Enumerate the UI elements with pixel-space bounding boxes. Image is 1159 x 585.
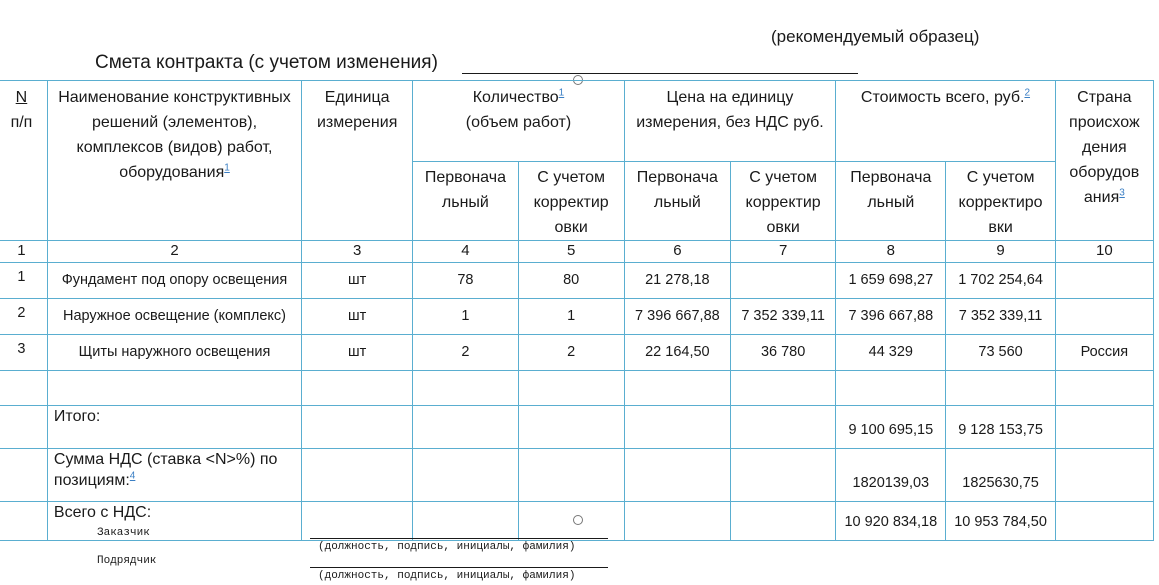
table-resize-handle-bottom[interactable]: [573, 515, 583, 525]
empty-cell: [731, 371, 836, 406]
empty-cell: [624, 406, 730, 449]
empty-row: [0, 371, 1154, 406]
empty-cell: [731, 502, 836, 541]
vat-row: [0, 449, 1154, 502]
header-qty-initial: Первонача льный: [413, 162, 518, 241]
empty-cell: [302, 406, 413, 449]
row-cost-initial: 1 659 698,27: [836, 263, 946, 299]
empty-cell: [624, 449, 730, 502]
empty-cell: [0, 406, 47, 449]
row-country: [1055, 263, 1153, 299]
empty-cell: [836, 371, 946, 406]
row-number: 2: [0, 299, 47, 335]
vat-cost-adjusted: 1825630,75: [946, 449, 1055, 502]
title-underline: [462, 73, 858, 74]
header-qty-adjusted: С учетом корректир овки: [518, 162, 624, 241]
row-price-adjusted: 36 780: [731, 335, 836, 371]
row-cost-adjusted: 1 702 254,64: [946, 263, 1055, 299]
table-row: [0, 335, 1154, 371]
header-price-initial: Первонача льный: [624, 162, 730, 241]
header-country: [1055, 81, 1153, 241]
header-quantity-label: Количество: [472, 89, 559, 106]
empty-cell: [1055, 371, 1153, 406]
table-row: [0, 263, 1154, 299]
header-cost-label: Стоимость всего, руб.: [860, 89, 1025, 106]
recommended-sample-note: (рекомендуемый образец): [771, 27, 980, 46]
header-name-label: Наименование конструктивных решений (элементов), комплексов (видов) работ, оборудования: [58, 89, 291, 181]
header-cost: [836, 81, 1056, 162]
header-np-symbol: N: [15, 89, 28, 106]
header-np-sub: п/п: [10, 114, 33, 131]
header-cost-initial: Первонача льный: [836, 162, 946, 241]
header-price: Цена на единицу измерения, без НДС руб.: [624, 81, 835, 162]
row-qty-adjusted: 1: [518, 299, 624, 335]
row-country: [1055, 299, 1153, 335]
row-number: 1: [0, 263, 47, 299]
empty-cell: [413, 449, 518, 502]
row-unit: шт: [302, 263, 413, 299]
vat-label: Сумма НДС (ставка <N>%) по позициям:: [53, 451, 278, 489]
row-qty-initial: 78: [413, 263, 518, 299]
empty-cell: [518, 371, 624, 406]
row-cost-initial: 44 329: [836, 335, 946, 371]
column-number: 7: [731, 241, 836, 263]
row-name: Щиты наружного освещения: [47, 335, 301, 371]
row-name: Фундамент под опору освещения: [47, 263, 301, 299]
row-qty-initial: 1: [413, 299, 518, 335]
column-number: 6: [624, 241, 730, 263]
row-price-adjusted: 7 352 339,11: [731, 299, 836, 335]
header-name: [47, 81, 301, 241]
row-price-adjusted: [731, 263, 836, 299]
empty-cell: [302, 502, 413, 541]
footnote-link-1[interactable]: 1: [224, 162, 230, 174]
column-number: 3: [302, 241, 413, 263]
empty-cell: [731, 449, 836, 502]
row-price-initial: 7 396 667,88: [624, 299, 730, 335]
empty-cell: [0, 449, 47, 502]
row-qty-adjusted: 2: [518, 335, 624, 371]
row-qty-initial: 2: [413, 335, 518, 371]
total-cost-adjusted: 9 128 153,75: [946, 406, 1055, 449]
footnote-link-2[interactable]: 2: [1024, 87, 1031, 99]
vat-cost-initial: 1820139,03: [836, 449, 946, 502]
empty-cell: [1055, 406, 1153, 449]
estimate-table: [0, 80, 1154, 541]
column-number: 10: [1055, 241, 1153, 263]
row-unit: шт: [302, 335, 413, 371]
grand-total-label: Всего с НДС:: [47, 502, 301, 541]
customer-label: Заказчик: [97, 527, 150, 539]
header-row-1: [0, 81, 1154, 162]
column-number: 8: [836, 241, 946, 263]
empty-cell: [518, 502, 624, 541]
empty-cell: [413, 406, 518, 449]
empty-cell: [302, 449, 413, 502]
header-country-label: Страна происхож дения оборудов ания: [1069, 89, 1140, 206]
row-unit: шт: [302, 299, 413, 335]
empty-cell: [413, 502, 518, 541]
empty-cell: [518, 406, 624, 449]
column-number-row: [0, 241, 1154, 263]
contractor-signature-line: [310, 567, 608, 568]
row-name: Наружное освещение (комплекс): [47, 299, 301, 335]
header-np: [0, 81, 47, 241]
empty-cell: [413, 371, 518, 406]
row-cost-adjusted: 7 352 339,11: [946, 299, 1055, 335]
table-row: [0, 299, 1154, 335]
total-cost-initial: 9 100 695,15: [836, 406, 946, 449]
footnote-link-1b[interactable]: 1: [558, 87, 565, 99]
empty-cell: [302, 371, 413, 406]
column-number: 1: [0, 241, 47, 263]
vat-label-cell: [47, 449, 301, 502]
empty-cell: [946, 371, 1055, 406]
row-qty-adjusted: 80: [518, 263, 624, 299]
total-row: [0, 406, 1154, 449]
column-number: 5: [518, 241, 624, 263]
grand-total-cost-adjusted: 10 953 784,50: [946, 502, 1055, 541]
empty-cell: [0, 371, 47, 406]
row-price-initial: 22 164,50: [624, 335, 730, 371]
footnote-link-3[interactable]: 3: [1119, 187, 1125, 199]
contractor-label: Подрядчик: [97, 555, 157, 567]
row-cost-adjusted: 73 560: [946, 335, 1055, 371]
column-number: 4: [413, 241, 518, 263]
row-country: Россия: [1055, 335, 1153, 371]
page-title: Смета контракта (с учетом изменения): [95, 52, 438, 73]
empty-cell: [0, 502, 47, 541]
empty-cell: [518, 449, 624, 502]
empty-cell: [1055, 502, 1153, 541]
row-cost-initial: 7 396 667,88: [836, 299, 946, 335]
total-label: Итого:: [47, 406, 301, 449]
empty-cell: [731, 406, 836, 449]
header-cost-adjusted: С учетом корректиро вки: [946, 162, 1055, 241]
empty-cell: [624, 502, 730, 541]
header-price-adjusted: С учетом корректир овки: [731, 162, 836, 241]
row-number: 3: [0, 335, 47, 371]
customer-signature-line: [310, 538, 608, 539]
header-unit: Единица измерения: [302, 81, 413, 241]
grand-total-cost-initial: 10 920 834,18: [836, 502, 946, 541]
contractor-signature-hint: (должность, подпись, инициалы, фамилия): [318, 570, 576, 582]
header-quantity: [413, 81, 624, 162]
empty-cell: [47, 371, 301, 406]
column-number: 2: [47, 241, 301, 263]
column-number: 9: [946, 241, 1055, 263]
customer-signature-hint: (должность, подпись, инициалы, фамилия): [318, 541, 576, 553]
empty-cell: [1055, 449, 1153, 502]
row-price-initial: 21 278,18: [624, 263, 730, 299]
empty-cell: [624, 371, 730, 406]
header-quantity-sub: (объем работ): [465, 114, 572, 131]
footnote-link-4[interactable]: 4: [129, 470, 136, 482]
